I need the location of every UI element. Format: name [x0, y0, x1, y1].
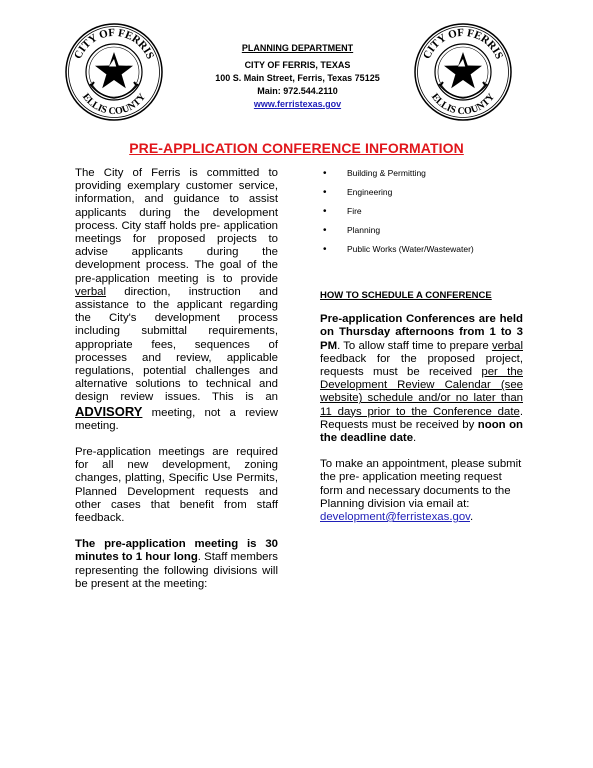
- website-link[interactable]: www.ferristexas.gov: [253, 99, 342, 109]
- advisory-emphasis: ADVISORY: [75, 403, 143, 419]
- divisions-list: [320, 167, 523, 262]
- list-item: • Planning: [320, 224, 523, 243]
- schedule-time-emphasis: Pre-application Conferences are held on Thursday afternoons from 1 to 3 PM: [320, 313, 523, 352]
- list-item: • Fire: [320, 205, 523, 224]
- list-item: • Building & Permitting: [320, 167, 523, 186]
- deadline-emphasis: per the Development Review Calendar (see website) schedule and/or no later than 11 days prior to the Conference date: [320, 366, 523, 418]
- city-seal-right: [413, 22, 513, 122]
- schedule-paragraph: Pre-application Conferences are held on Thursday afternoons from 1 to 3 PM. To allow staff time to prepare verbal feedback for the proposed project, requests must be received per the Development Review Calendar (see website) schedule and/or no later than 11 days prior to the Conference date. Requests must be received by noon on the deadline date.: [320, 313, 523, 445]
- letterhead: [170, 42, 425, 111]
- street-address: 100 S. Main Street, Ferris, Texas 75125: [215, 73, 380, 83]
- main-phone: Main: 972.544.2110: [257, 86, 338, 96]
- noon-emphasis: noon on the deadline date: [320, 418, 523, 445]
- required-paragraph: Pre-application meetings are required for all new development, zoning changes, platting, Specific Use Permits, Planned Development requests and other cases that benefit from staff feedback.: [75, 446, 278, 525]
- city-name: CITY OF FERRIS, TEXAS: [244, 60, 351, 70]
- right-column: [320, 167, 523, 537]
- verbal-emphasis: verbal: [75, 285, 107, 298]
- intro-paragraph: The City of Ferris is committed to providing exemplary customer service, information, and guidance to assist applicants during the development process. City staff holds pre- application meetings for proposed projects to advise applicants during the development process. The goal of the pre-application meeting is to provide verbal direction, instruction and assistance to the applicant regarding the City's development process including submittal requirements, appropriate fees, sequences of processes and review, applicable regulations, potential challenges and alternative solutions to technical and design review issues. This is an ADVISORY meeting, not a review meeting.: [75, 167, 278, 432]
- duration-paragraph: The pre-application meeting is 30 minutes to 1 hour long. Staff members representing the following divisions will be present at the meeting:: [75, 538, 278, 590]
- seal-top-text: CITY OF FERRIS: [71, 26, 157, 61]
- email-link[interactable]: development@ferristexas.gov: [320, 511, 471, 524]
- department-name: PLANNING DEPARTMENT: [241, 43, 354, 53]
- seal-top-text: CITY OF FERRIS: [420, 26, 506, 61]
- seal-bottom-text: ELLIS COUNTY: [428, 91, 498, 118]
- list-item: • Public Works (Water/Wastewater): [320, 243, 523, 262]
- city-seal-left: [64, 22, 164, 122]
- list-item: • Engineering: [320, 186, 523, 205]
- schedule-heading: HOW TO SCHEDULE A CONFERENCE: [320, 290, 492, 301]
- seal-bottom-text: ELLIS COUNTY: [79, 91, 149, 118]
- document-title: PRE-APPLICATION CONFERENCE INFORMATION: [129, 140, 464, 156]
- left-column: [75, 167, 278, 604]
- appointment-paragraph: To make an appointment, please submit the pre- application meeting request form and necessary documents to the Planning division via email at: development@ferristexas.gov.: [320, 458, 522, 524]
- duration-emphasis: The pre-application meeting is 30 minutes to 1 hour long: [75, 538, 278, 564]
